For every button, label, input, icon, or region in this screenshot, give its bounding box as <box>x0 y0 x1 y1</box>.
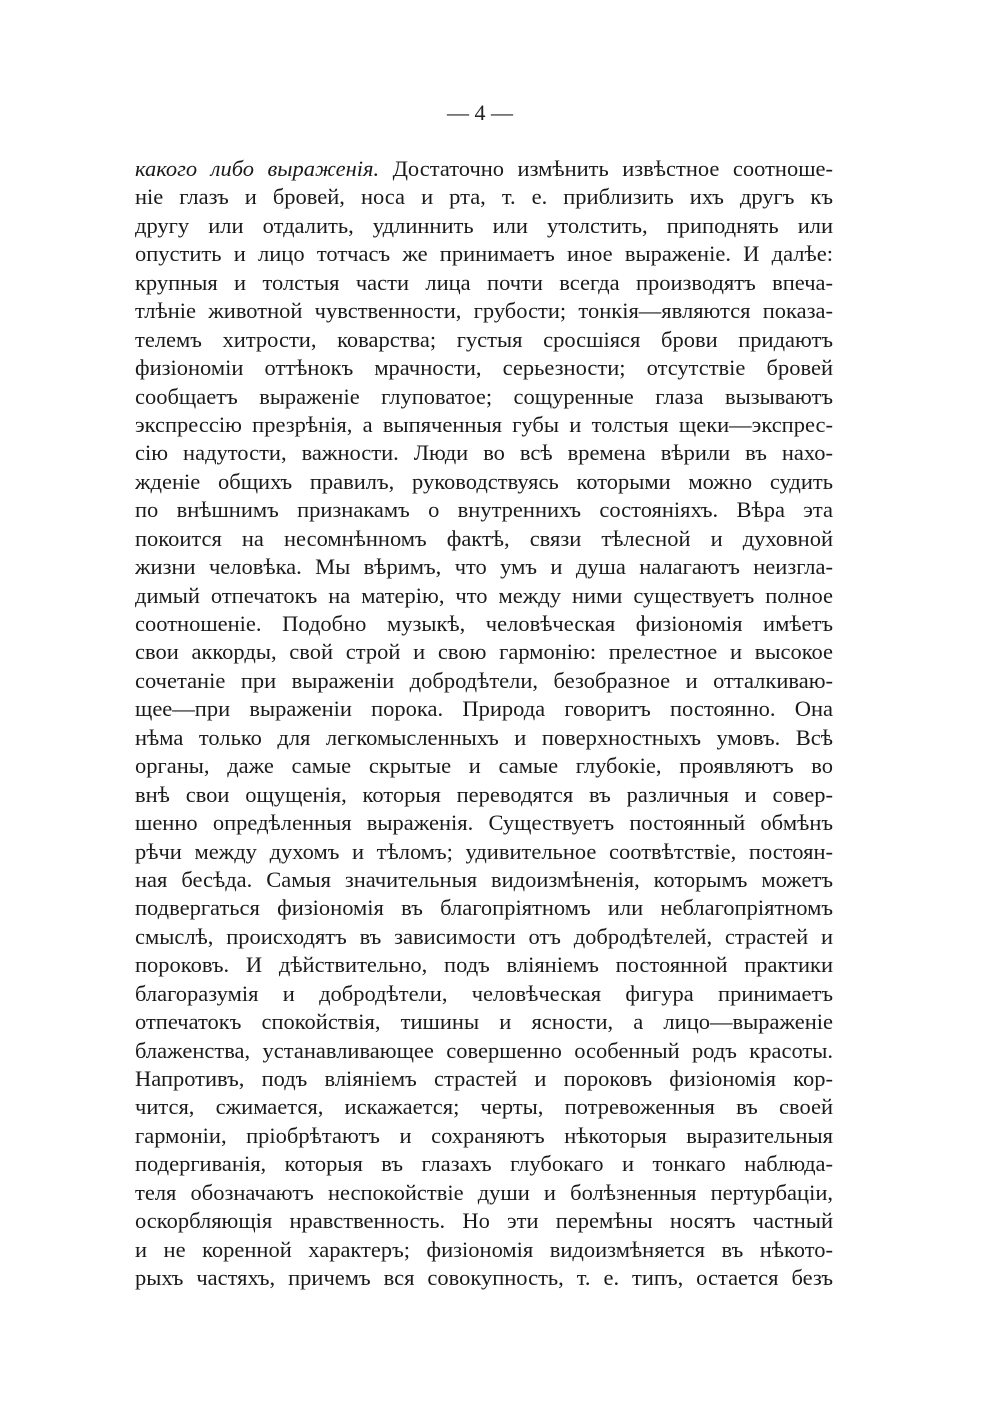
text-line: телемъ хитрости, коварства; густыя сросшіяся брови придаютъ <box>135 326 833 352</box>
text-line: пороковъ. И дѣйствительно, подъ вліяніемъ постоянной практики <box>135 952 833 978</box>
text-line: чится, сжимается, искажается; черты, потревоженныя въ своей <box>135 1094 833 1120</box>
text-line: оскорбляющія нравственность. Но эти перемѣны носятъ частный <box>135 1208 833 1234</box>
text-line: рѣчи между духомъ и тѣломъ; удивительное соотвѣтствіе, постоян- <box>135 838 833 864</box>
text-line: благоразумія и добродѣтели, человѣческая фигура принимаетъ <box>135 980 833 1006</box>
page-number: — 4 — <box>447 100 513 125</box>
text-line: жизни человѣка. Мы вѣримъ, что умъ и душа налагаютъ неизгла- <box>135 554 833 580</box>
text-line: другу или отдалить, удлиннить или утолстить, приподнять или <box>135 212 833 238</box>
text-line: крупныя и толстыя части лица почти всегда производятъ впеча- <box>135 269 833 295</box>
text-line: тлѣніе животной чувственности, грубости; тонкія—являются показа- <box>135 298 833 324</box>
text-line: опустить и лицо тотчасъ же принимаетъ иное выраженіе. И далѣе: <box>135 241 833 267</box>
text-line: органы, даже самые скрытые и самые глубокіе, проявляютъ во <box>135 753 833 779</box>
text-line: Напротивъ, подъ вліяніемъ страстей и пороковъ физіономія кор- <box>135 1066 833 1091</box>
text-line: подергиванія, которыя въ глазахъ глубокаго и тонкаго наблюда- <box>135 1151 833 1177</box>
text-line <box>135 155 833 183</box>
text-line: ная бесѣда. Самыя значительныя видоизмѣненія, которымъ можетъ <box>135 866 833 892</box>
text-line: ніе глазъ и бровей, носа и рта, т. е. приблизить ихъ другъ къ <box>135 184 833 210</box>
body-text <box>135 155 833 1293</box>
text-line: подвергаться физіономія въ благопріятномъ или неблагопріятномъ <box>135 895 833 921</box>
text-line: внѣ свои ощущенія, которыя переводятся въ различныя и совер- <box>135 781 833 807</box>
text-line: экспрессію презрѣнія, а выпяченныя губы и толстыя щеки—экспрес- <box>135 411 833 437</box>
italic-phrase: какого либо выраженія. <box>135 156 380 181</box>
text-line: теля обозначаютъ неспокойствіе души и болѣзненныя пертурбаціи, <box>135 1179 833 1205</box>
text-line: смыслѣ, происходятъ въ зависимости отъ добродѣтелей, страстей и <box>135 923 833 949</box>
text-line: сочетаніе при выраженіи добродѣтели, безобразное и отталкиваю- <box>135 667 833 693</box>
text-line: щее—при выраженіи порока. Природа говоритъ постоянно. Она <box>135 696 833 722</box>
text-line-rest: Достаточно измѣнить извѣстное соотноше- <box>379 156 833 181</box>
text-line: гармоніи, пріобрѣтаютъ и сохраняютъ нѣкоторыя выразительныя <box>135 1122 833 1148</box>
text-line: шенно опредѣленныя выраженія. Существуетъ постоянный обмѣнъ <box>135 810 833 836</box>
text-line: соотношеніе. Подобно музыкѣ, человѣческая физіономія имѣетъ <box>135 611 833 636</box>
text-line: блаженства, устанавливающее совершенно особенный родъ красоты. <box>135 1037 833 1063</box>
text-line: физіономіи оттѣнокъ мрачности, серьезности; отсутствіе бровей <box>135 355 833 381</box>
text-line: отпечатокъ спокойствія, тишины и ясности, а лицо—выраженіе <box>135 1009 833 1035</box>
text-line: нѣма только для легкомысленныхъ и поверхностныхъ умовъ. Всѣ <box>135 724 833 750</box>
text-line: по внѣшнимъ признакамъ о внутреннихъ состояніяхъ. Вѣра эта <box>135 497 833 523</box>
text-line: свои аккорды, свой строй и свою гармонію: прелестное и высокое <box>135 639 833 665</box>
text-line: сообщаетъ выраженіе глуповатое; сощуренные глаза вызываютъ <box>135 383 833 409</box>
text-line: покоится на несомнѣнномъ фактѣ, связи тѣлесной и духовной <box>135 525 833 551</box>
text-line: димый отпечатокъ на матерію, что между ними существуетъ полное <box>135 582 833 608</box>
text-line: жденіе общихъ правилъ, руководствуясь которыми можно судить <box>135 468 833 494</box>
text-line: рыхъ частяхъ, причемъ вся совокупность, т. е. типъ, остается безъ <box>135 1265 833 1291</box>
text-line: сію надутости, важности. Люди во всѣ времена вѣрили въ нахо- <box>135 440 833 466</box>
text-line: и не коренной характеръ; физіономія видоизмѣняется въ нѣкото- <box>135 1236 833 1262</box>
